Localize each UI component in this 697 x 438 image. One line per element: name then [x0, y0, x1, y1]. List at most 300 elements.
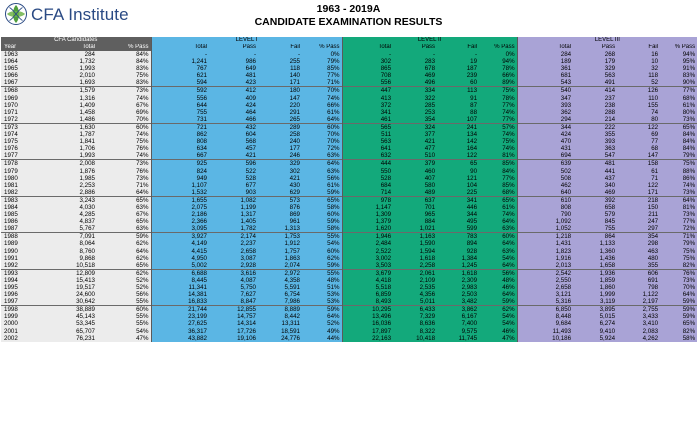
col-header-l2-pass: Pass — [393, 44, 437, 51]
cell-l2-total: 714 — [342, 189, 393, 197]
cell-l3-fail: 77 — [617, 138, 660, 145]
cell-l1-pass: 2,658 — [209, 248, 258, 255]
cell-year: 1989 — [1, 240, 48, 247]
cell-l2-pass-pct: 75% — [479, 87, 517, 95]
cell-l3-pass: 237 — [573, 95, 617, 102]
cell-l1-pass: 528 — [209, 175, 258, 182]
cell-year: 1994 — [1, 277, 48, 284]
cell-year: 1974 — [1, 131, 48, 138]
cell-l3-fail: 10 — [617, 58, 660, 65]
cell-l1-fail: 220 — [258, 102, 302, 109]
cell-l1-pass-pct: 59% — [302, 306, 342, 314]
cell-year: 1987 — [1, 225, 48, 233]
cell-l3-total: 344 — [517, 123, 573, 131]
cell-candidates-pass-pct: 60% — [97, 306, 151, 314]
cell-l3-pass: 363 — [573, 145, 617, 152]
cell-l1-fail: 869 — [258, 211, 302, 218]
group-header-row — [1, 37, 697, 44]
cell-l3-fail: 2,755 — [617, 306, 660, 314]
cell-l2-pass-pct: 48% — [479, 277, 517, 284]
cell-l3-pass: 393 — [573, 138, 617, 145]
cell-l3-pass: 214 — [573, 116, 617, 124]
cell-l1-total: 621 — [151, 72, 209, 79]
cell-l1-pass-pct: 74% — [302, 95, 342, 102]
table-row — [1, 298, 697, 306]
cell-l3-fail: 2,197 — [617, 298, 660, 306]
page-title — [150, 3, 547, 29]
cell-l3-pass: 355 — [573, 131, 617, 138]
cell-l2-pass-pct: 74% — [479, 145, 517, 152]
cell-l2-pass: 322 — [393, 95, 437, 102]
cell-l1-pass: 481 — [209, 72, 258, 79]
cell-l1-pass: 421 — [209, 152, 258, 160]
cell-l2-pass: 1,594 — [393, 248, 437, 255]
cell-l3-total: 694 — [517, 152, 573, 160]
cell-l1-pass-pct: 62% — [302, 255, 342, 262]
cell-l1-pass-pct: 59% — [302, 189, 342, 197]
cell-l1-pass-pct: 70% — [302, 131, 342, 138]
cell-l3-pass-pct: 79% — [660, 240, 697, 247]
cell-l1-total: 11,341 — [151, 284, 209, 291]
cell-l2-total: 444 — [342, 160, 393, 168]
cell-l1-fail: - — [258, 51, 302, 58]
cell-l1-pass-pct: 60% — [302, 123, 342, 131]
cell-l1-total: 862 — [151, 131, 209, 138]
cell-l3-pass-pct: 94% — [660, 51, 697, 58]
cell-l1-pass: 2,237 — [209, 240, 258, 247]
cell-candidates-total: 1,579 — [48, 87, 97, 95]
cell-l2-pass: 1,021 — [393, 225, 437, 233]
cell-l2-pass: 285 — [393, 102, 437, 109]
cell-l1-total: 1,107 — [151, 182, 209, 189]
cell-l3-pass: 288 — [573, 109, 617, 116]
cell-l2-fail: 87 — [437, 102, 479, 109]
cell-year: 1985 — [1, 211, 48, 218]
cell-l2-fail: 344 — [437, 211, 479, 218]
cell-year: 1966 — [1, 72, 48, 79]
cell-l2-fail: 7,400 — [437, 320, 479, 327]
cell-candidates-pass-pct: 73% — [97, 160, 151, 168]
cell-l1-pass-pct: 52% — [302, 320, 342, 327]
cell-l2-pass-pct: 54% — [479, 255, 517, 262]
table-row — [1, 87, 697, 95]
cell-l1-pass-pct: 59% — [302, 262, 342, 270]
cell-candidates-total: 19,517 — [48, 284, 97, 291]
cell-l3-total: 189 — [517, 58, 573, 65]
cell-l1-pass: 986 — [209, 58, 258, 65]
col-header-l3-pass: Pass — [573, 44, 617, 51]
cell-l1-total: 16,833 — [151, 298, 209, 306]
cell-l1-fail: 5,591 — [258, 284, 302, 291]
cell-candidates-total: 1,486 — [48, 116, 97, 124]
cell-l1-fail: 140 — [258, 72, 302, 79]
cell-l2-pass: 2,258 — [393, 262, 437, 270]
cell-l2-pass-pct: 47% — [479, 335, 517, 342]
cell-l2-pass-pct: 94% — [479, 58, 517, 65]
cell-l2-total: 1,147 — [342, 204, 393, 211]
col-header-l1-pass-pct: % Pass — [302, 44, 342, 51]
cell-l3-pass: 268 — [573, 51, 617, 58]
cell-l2-pass-pct: 46% — [479, 284, 517, 291]
cell-l2-fail: 107 — [437, 116, 479, 124]
cell-l3-pass: 845 — [573, 218, 617, 225]
cell-l3-total: 1,431 — [517, 240, 573, 247]
cell-l3-total: 6,850 — [517, 306, 573, 314]
cell-candidates-total: 30,642 — [48, 298, 97, 306]
cell-l2-total: 684 — [342, 182, 393, 189]
cell-candidates-total: 4,285 — [48, 211, 97, 218]
cell-l1-pass-pct: 77% — [302, 72, 342, 79]
cell-l1-pass: 903 — [209, 189, 258, 197]
cell-l2-pass: 8,636 — [393, 320, 437, 327]
table-row — [1, 284, 697, 291]
cell-candidates-pass-pct: 54% — [97, 328, 151, 335]
cell-l3-total: 284 — [517, 51, 573, 58]
cell-l1-pass: 409 — [209, 95, 258, 102]
cell-candidates-total: 1,458 — [48, 109, 97, 116]
cell-candidates-pass-pct: 83% — [97, 79, 151, 87]
cell-l1-pass-pct: 60% — [302, 211, 342, 218]
cell-l3-pass: 340 — [573, 182, 617, 189]
cell-l1-total: 634 — [151, 145, 209, 152]
cell-l1-pass: 1,317 — [209, 211, 258, 218]
col-header-l3-total: Total — [517, 44, 573, 51]
cell-candidates-total: 8,064 — [48, 240, 97, 247]
cell-candidates-total: 1,409 — [48, 102, 97, 109]
cell-l2-fail: 241 — [437, 123, 479, 131]
cell-l2-pass: 324 — [393, 123, 437, 131]
cell-l3-pass-pct: 83% — [660, 72, 697, 79]
cell-l2-pass: 477 — [393, 145, 437, 152]
cell-candidates-total: 1,706 — [48, 145, 97, 152]
cell-l2-pass-pct: 66% — [479, 72, 517, 79]
cell-l2-pass: 2,109 — [393, 277, 437, 284]
cell-l3-pass: 1,999 — [573, 291, 617, 298]
cell-l3-fail: 480 — [617, 255, 660, 262]
cell-l1-total: 1,241 — [151, 58, 209, 65]
cell-l2-fail: 2,309 — [437, 277, 479, 284]
cell-l3-pass-pct: 75% — [660, 255, 697, 262]
table-row — [1, 277, 697, 284]
cell-l2-pass-pct: 74% — [479, 211, 517, 218]
cell-year: 1968 — [1, 87, 48, 95]
cell-l3-pass-pct: 86% — [660, 175, 697, 182]
cell-l1-total: 3,095 — [151, 225, 209, 233]
cell-l3-total: 462 — [517, 182, 573, 189]
cell-l1-pass-pct: 58% — [302, 204, 342, 211]
cell-l3-fail: 110 — [617, 95, 660, 102]
cell-l1-pass: 604 — [209, 131, 258, 138]
cell-year: 1996 — [1, 291, 48, 298]
cell-l1-fail: 177 — [258, 145, 302, 152]
cell-l3-pass: 1,860 — [573, 284, 617, 291]
cell-l1-fail: 24,776 — [258, 335, 302, 342]
cell-l2-pass-pct: 85% — [479, 160, 517, 168]
cell-l2-pass: 637 — [393, 196, 437, 204]
cell-l3-fail: 61 — [617, 168, 660, 175]
table-row — [1, 168, 697, 175]
cell-l2-total: 3,503 — [342, 262, 393, 270]
cell-l1-pass-pct: 64% — [302, 313, 342, 320]
cell-l1-fail: 246 — [258, 152, 302, 160]
cell-l2-fail: 88 — [437, 109, 479, 116]
cell-year: 1993 — [1, 269, 48, 277]
cell-l3-fail: 218 — [617, 196, 660, 204]
cell-l1-pass: 4,087 — [209, 277, 258, 284]
cell-l2-total: 22,163 — [342, 335, 393, 342]
cell-l1-pass-pct: 60% — [302, 248, 342, 255]
cell-l3-fail: 355 — [617, 262, 660, 270]
cell-year: 1988 — [1, 233, 48, 241]
cell-l2-fail: 3,862 — [437, 306, 479, 314]
cell-l3-total: 2,550 — [517, 277, 573, 284]
cell-l2-fail: 113 — [437, 87, 479, 95]
cell-l2-pass-pct: 78% — [479, 65, 517, 72]
cell-candidates-total: 65,707 — [48, 328, 97, 335]
cell-l2-pass: 965 — [393, 211, 437, 218]
cell-l1-fail: 180 — [258, 87, 302, 95]
cell-l3-fail: 16 — [617, 51, 660, 58]
cell-l1-fail: 258 — [258, 131, 302, 138]
group-header-level-2: LEVEL II — [342, 37, 517, 44]
cell-l3-fail: 297 — [617, 225, 660, 233]
cell-candidates-total: 1,630 — [48, 123, 97, 131]
cell-l1-pass-pct: 44% — [302, 335, 342, 342]
cell-l2-total: 978 — [342, 196, 393, 204]
cell-l1-fail: 265 — [258, 116, 302, 124]
table-row — [1, 138, 697, 145]
cell-year: 1964 — [1, 58, 48, 65]
cell-l3-total: 2,658 — [517, 284, 573, 291]
cell-l2-pass: - — [393, 51, 437, 58]
cell-l1-total: 5,002 — [151, 262, 209, 270]
cell-candidates-pass-pct: 47% — [97, 335, 151, 342]
cell-l3-fail: 71 — [617, 175, 660, 182]
cell-candidates-total: 1,985 — [48, 175, 97, 182]
cell-l2-pass: 510 — [393, 152, 437, 160]
cell-l2-pass: 421 — [393, 138, 437, 145]
cell-l3-pass-pct: 82% — [660, 328, 697, 335]
cell-l1-fail: 18,591 — [258, 328, 302, 335]
cell-l2-pass: 496 — [393, 79, 437, 87]
cell-l1-fail: 7,986 — [258, 298, 302, 306]
cell-l2-pass: 334 — [393, 87, 437, 95]
cell-l2-total: 528 — [342, 175, 393, 182]
cell-l1-total: 4,415 — [151, 248, 209, 255]
cell-l3-fail: 2,083 — [617, 328, 660, 335]
cell-l3-fail: 247 — [617, 218, 660, 225]
cell-l1-total: 808 — [151, 138, 209, 145]
cell-l1-fail: 1,753 — [258, 233, 302, 241]
cell-l3-pass-pct: 65% — [660, 320, 697, 327]
cell-l2-fail: 894 — [437, 240, 479, 247]
cell-l1-total: 731 — [151, 116, 209, 124]
cell-l1-pass: 466 — [209, 116, 258, 124]
cell-candidates-pass-pct: 74% — [97, 131, 151, 138]
col-header-l2-pass-pct: % Pass — [479, 44, 517, 51]
cell-candidates-total: 4,837 — [48, 218, 97, 225]
cell-candidates-total: 45,143 — [48, 313, 97, 320]
cell-year: 1992 — [1, 262, 48, 270]
cell-year: 1997 — [1, 298, 48, 306]
cell-l3-total: 808 — [517, 204, 573, 211]
cell-l2-pass-pct: 56% — [479, 269, 517, 277]
cell-l1-fail: 8,442 — [258, 313, 302, 320]
cell-l1-fail: 329 — [258, 160, 302, 168]
group-header-candidates: CFA Candidates — [1, 37, 151, 44]
cell-l3-total: 361 — [517, 65, 573, 72]
cell-candidates-pass-pct: 65% — [97, 218, 151, 225]
cell-l2-total: 16,036 — [342, 320, 393, 327]
cell-l2-total: 341 — [342, 109, 393, 116]
cell-l2-pass: 884 — [393, 218, 437, 225]
cell-year: 1998 — [1, 306, 48, 314]
cell-candidates-pass-pct: 76% — [97, 145, 151, 152]
cell-l1-pass: 1,405 — [209, 218, 258, 225]
cell-candidates-total: 1,993 — [48, 65, 97, 72]
cell-candidates-pass-pct: 63% — [97, 225, 151, 233]
cell-candidates-pass-pct: 73% — [97, 87, 151, 95]
cell-l2-total: 4,418 — [342, 277, 393, 284]
cell-l2-total: 447 — [342, 87, 393, 95]
cell-l1-pass: 2,928 — [209, 262, 258, 270]
cell-l2-fail: 164 — [437, 145, 479, 152]
cell-l3-pass: 5,015 — [573, 313, 617, 320]
cell-candidates-total: 1,316 — [48, 95, 97, 102]
cell-l1-fail: 2,972 — [258, 269, 302, 277]
cell-l3-pass-pct: 73% — [660, 116, 697, 124]
cell-year: 2001 — [1, 328, 48, 335]
cell-l2-pass: 7,329 — [393, 313, 437, 320]
cell-year: 1975 — [1, 138, 48, 145]
cell-l3-fail: 126 — [617, 87, 660, 95]
cell-l1-fail: 13,311 — [258, 320, 302, 327]
cell-l2-pass: 2,061 — [393, 269, 437, 277]
cell-l1-fail: 302 — [258, 168, 302, 175]
cell-year: 1979 — [1, 168, 48, 175]
cell-l1-pass-pct: 55% — [302, 233, 342, 241]
cell-candidates-total: 2,253 — [48, 182, 97, 189]
table-row — [1, 306, 697, 314]
cell-candidates-total: 1,693 — [48, 79, 97, 87]
cell-candidates-pass-pct: 64% — [97, 248, 151, 255]
cell-l2-fail: 446 — [437, 204, 479, 211]
cell-l1-pass-pct: 65% — [302, 196, 342, 204]
cell-l1-pass-pct: 61% — [302, 109, 342, 116]
cell-year: 1970 — [1, 102, 48, 109]
cell-l2-total: 461 — [342, 116, 393, 124]
cell-candidates-pass-pct: 74% — [97, 95, 151, 102]
cell-l1-total: 1,655 — [151, 196, 209, 204]
cell-l1-pass-pct: 48% — [302, 277, 342, 284]
cell-l1-total: 14,381 — [151, 291, 209, 298]
cell-l3-fail: 150 — [617, 204, 660, 211]
cell-l1-total: 721 — [151, 123, 209, 131]
cell-l2-total: 1,620 — [342, 225, 393, 233]
cell-l1-total: 2,186 — [151, 211, 209, 218]
cell-year: 1981 — [1, 182, 48, 189]
cell-l3-pass: 441 — [573, 168, 617, 175]
cell-candidates-total: 1,841 — [48, 138, 97, 145]
table-row — [1, 116, 697, 124]
cell-l3-fail: 4,262 — [617, 335, 660, 342]
table-row — [1, 51, 697, 58]
cell-l3-total: 9,684 — [517, 320, 573, 327]
cell-year: 1999 — [1, 313, 48, 320]
cell-l3-pass-pct: 88% — [660, 168, 697, 175]
cell-l3-total: 1,916 — [517, 255, 573, 262]
cell-l3-fail: 122 — [617, 182, 660, 189]
cell-l2-pass: 2,535 — [393, 284, 437, 291]
cell-l2-fail: 341 — [437, 196, 479, 204]
cell-l3-total: 347 — [517, 95, 573, 102]
cell-candidates-total: 284 — [48, 51, 97, 58]
cell-candidates-pass-pct: 67% — [97, 102, 151, 109]
cell-l1-pass-pct: 63% — [302, 168, 342, 175]
cell-l2-total: 3,002 — [342, 255, 393, 262]
cell-l2-pass: 580 — [393, 182, 437, 189]
cell-year: 1973 — [1, 123, 48, 131]
cell-l2-total: 5,518 — [342, 284, 393, 291]
cell-l2-pass-pct: 78% — [479, 95, 517, 102]
table-row — [1, 58, 697, 65]
cell-l3-pass-pct: 90% — [660, 79, 697, 87]
cell-l2-fail: 121 — [437, 175, 479, 182]
cell-l3-pass: 238 — [573, 102, 617, 109]
table-row — [1, 291, 697, 298]
cell-l1-pass: 12,855 — [209, 306, 258, 314]
cell-candidates-total: 2,010 — [48, 72, 97, 79]
cell-l1-pass: 423 — [209, 79, 258, 87]
cell-l2-pass: 460 — [393, 168, 437, 175]
col-header-l1-fail: Fail — [258, 44, 302, 51]
cell-l3-total: 681 — [517, 72, 573, 79]
cell-l2-pass: 253 — [393, 109, 437, 116]
table-row — [1, 182, 697, 189]
cell-candidates-pass-pct: 63% — [97, 204, 151, 211]
cell-l2-pass-pct: 84% — [479, 168, 517, 175]
table-row — [1, 145, 697, 152]
cell-l1-fail: 291 — [258, 109, 302, 116]
cell-candidates-pass-pct: 75% — [97, 138, 151, 145]
cell-candidates-total: 38,889 — [48, 306, 97, 314]
cell-candidates-pass-pct: 73% — [97, 175, 151, 182]
cell-l1-total: - — [151, 51, 209, 58]
cell-l2-total: 1,946 — [342, 233, 393, 241]
cell-l3-pass: 864 — [573, 233, 617, 241]
cell-year: 1972 — [1, 116, 48, 124]
cell-year: 1983 — [1, 196, 48, 204]
cell-l3-pass: 755 — [573, 225, 617, 233]
cell-l3-fail: 147 — [617, 152, 660, 160]
table-row — [1, 320, 697, 327]
cell-l2-fail: 2,503 — [437, 291, 479, 298]
cell-l1-total: 4,950 — [151, 255, 209, 262]
col-header-year: Year — [1, 44, 48, 51]
table-row — [1, 79, 697, 87]
cell-l2-total: - — [342, 51, 393, 58]
cell-l2-fail: 3,482 — [437, 298, 479, 306]
cell-l2-fail: 60 — [437, 79, 479, 87]
cell-candidates-pass-pct: 76% — [97, 168, 151, 175]
cell-l3-pass-pct: 73% — [660, 189, 697, 197]
table-row — [1, 72, 697, 79]
cell-l1-pass-pct: 70% — [302, 87, 342, 95]
cell-l3-fail: 798 — [617, 284, 660, 291]
cell-l3-pass: 414 — [573, 87, 617, 95]
table-row — [1, 131, 697, 138]
cell-l3-total: 543 — [517, 79, 573, 87]
